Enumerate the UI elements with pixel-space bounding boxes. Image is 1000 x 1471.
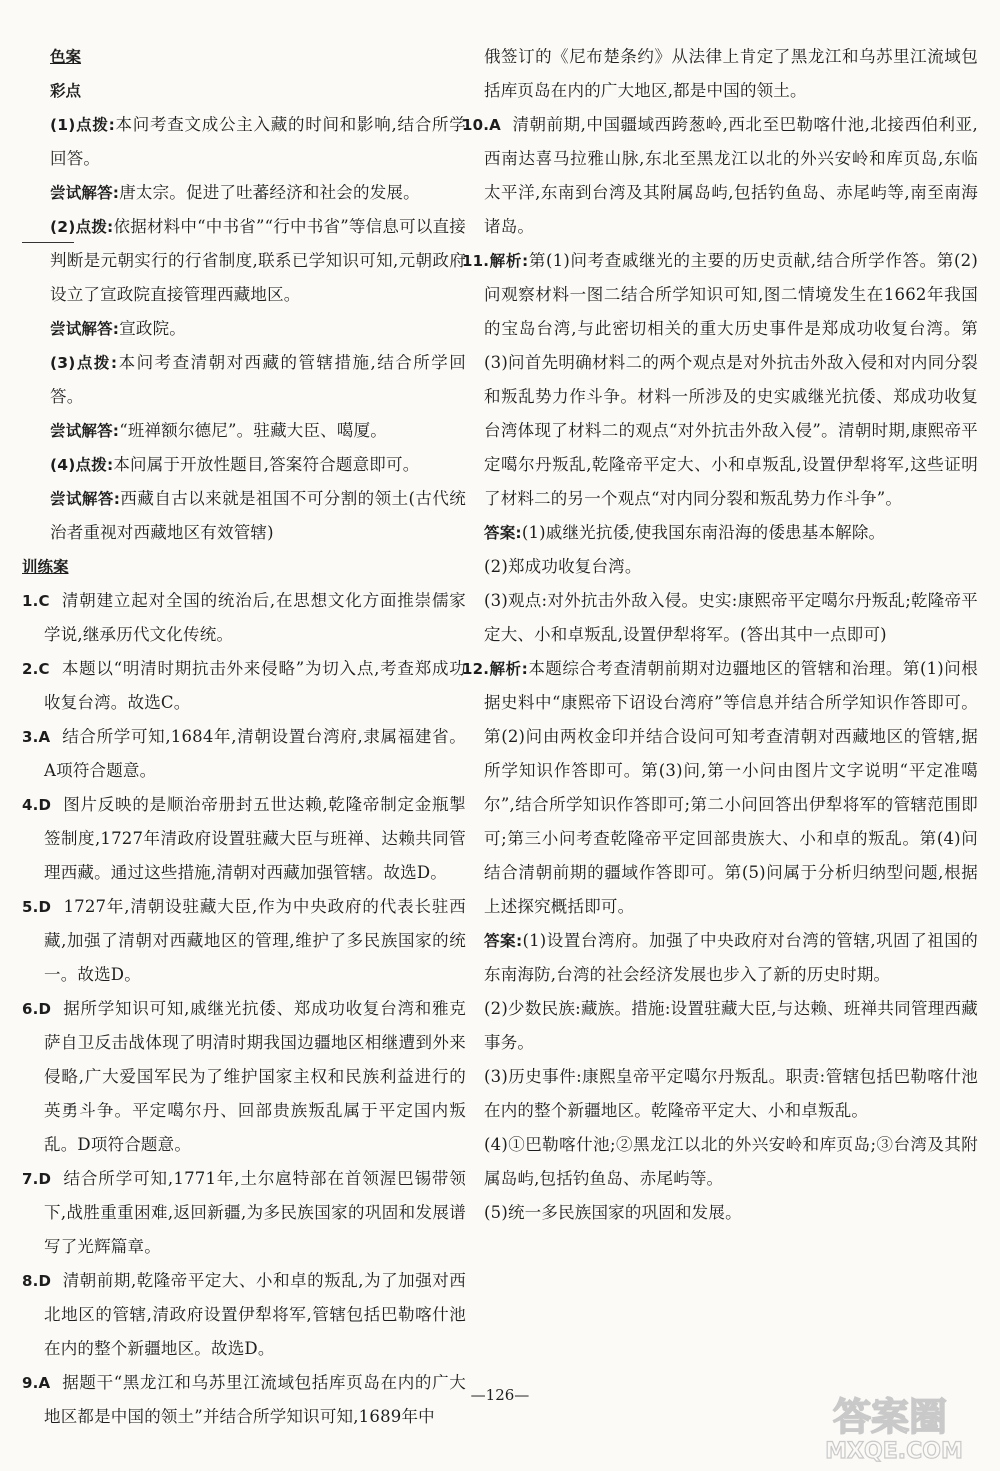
item-number: 7.D [22, 1170, 52, 1188]
item-text: 结合所学可知,1771年,土尔扈特部在首领渥巴锡带领下,战胜重重困难,返回新疆,为多民族国家的巩固和发展谱写了光辉篇章。 [44, 1169, 467, 1256]
item-text: 结合所学可知,1684年,清朝设置台湾府,隶属福建省。A项符合题意。 [44, 727, 466, 780]
hint-label: (1)点拨: [50, 116, 115, 134]
item-number: 6.D [22, 1000, 52, 1018]
watermark-logo [790, 1388, 990, 1464]
answer-item-4 [22, 788, 466, 890]
q3-hint [50, 346, 466, 414]
answer-text: 西藏自古以来就是祖国不可分割的领土(古代统治者重视对西藏地区有效管辖) [50, 489, 466, 542]
answer-item-6 [22, 992, 466, 1162]
item-text: 据所学知识可知,戚继光抗倭、郑成功收复台湾和雅克萨自卫反击战体现了明清时期我国边疆地区相继遭到外来侵略,广大爱国军民为了维护国家主权和民族利益进行的英勇斗争。平定噶尔丹、回部贵族叛乱属于平定国内叛乱。D项符合题意。 [44, 999, 467, 1154]
analysis-label: 解析: [489, 660, 528, 678]
item-text: 据题干“黑龙江和乌苏里江流域包括库页岛在内的广大地区都是中国的领土”并结合所学知识可知,1689年中 [44, 1373, 466, 1426]
item-number: 1.C [22, 592, 50, 610]
answer-item-3 [22, 720, 466, 788]
hint-text: 本问考查清朝对西藏的管辖措施,结合所学回答。 [50, 353, 467, 406]
item-12-answer-5: (5)统一多民族国家的巩固和发展。 [484, 1203, 742, 1222]
item-11-answer-2: (2)郑成功收复台湾。 [484, 557, 642, 576]
answer-item-8 [22, 1264, 466, 1366]
hint-label: (3)点拨: [50, 354, 118, 372]
q4-hint [50, 448, 466, 482]
answer-part: (1)设置台湾府。加强了中央政府对台湾的管辖,巩固了祖国的东南海防,台湾的社会经济发展也步入了新的历史时期。 [484, 931, 978, 984]
analysis-text: 第(1)问考查戚继光的主要的历史贡献,结合所学作答。第(2)问观察材料一图二结合所学知识可知,图二情境发生在1662年我国的宝岛台湾,与此密切相关的重大历史事件是郑成功收复台湾。第(3)问首先明确材料二的两个观点是对外抗击外敌入侵和对内同分裂和叛乱势力作斗争。材料一所涉及的史实戚继光抗倭、郑成功收复台湾体现了材料二的观点“对外抗击外敌入侵”。清朝时期,康熙帝平定噶尔丹叛乱,乾隆帝平定大、小和卓叛乱,设置伊犁将军,这些证明了材料二的另一个观点“对内同分裂和叛乱势力作斗争”。 [484, 251, 978, 508]
item-number: 3.A [22, 728, 51, 746]
item-text: 清朝建立起对全国的统治后,在思想文化方面推崇儒家学说,继承历代文化传统。 [44, 591, 466, 644]
answer-label: 尝试解答: [50, 422, 120, 440]
hint-label: (2)点拨: [50, 218, 114, 236]
answer-label: 尝试解答: [50, 184, 120, 202]
item-number: 2.C [22, 660, 50, 678]
item-12-answer-4: (4)①巴勒喀什池;②黑龙江以北的外兴安岭和库页岛;③台湾及其附属岛屿,包括钓鱼岛、赤尾屿等。 [484, 1135, 978, 1188]
q2-answer [50, 312, 466, 346]
q3-answer [50, 414, 466, 448]
left-column [22, 40, 466, 1434]
page-number: —126— [470, 1386, 530, 1404]
answer-text: 唐太宗。促进了吐蕃经济和社会的发展。 [119, 183, 420, 202]
analysis-label: 解析: [489, 252, 529, 270]
answer-text: “班禅额尔德尼”。驻藏大臣、噶厦。 [119, 421, 387, 440]
item-number: 8.D [22, 1272, 52, 1290]
answer-item-2 [22, 652, 466, 720]
answer-label: 答案: [484, 524, 522, 542]
answer-item-10 [462, 108, 978, 244]
section-heading-ketang: 色案 [50, 48, 82, 66]
margin-rule [22, 242, 74, 243]
item-text: 1727年,清朝设驻藏大臣,作为中央政府的代表长驻西藏,加强了清朝对西藏地区的管理,维护了多民族国家的统一。故选D。 [44, 897, 466, 984]
hint-text: 依据材料中“中书省”“行中书省”等信息可以直接判断是元朝实行的行省制度,联系已学知识可知,元朝政府设立了宣政院直接管理西藏地区。 [50, 217, 466, 304]
item-text: 本题以“明清时期抗击外来侵略”为切入点,考查郑成功收复台湾。故选C。 [44, 659, 466, 712]
q1-answer [50, 176, 466, 210]
hint-text: 本问属于开放性题目,答案符合题意即可。 [113, 455, 420, 474]
answer-label: 答案: [484, 932, 523, 950]
item-text: 清朝前期,乾隆帝平定大、小和卓的叛乱,为了加强对西北地区的管辖,清政府设置伊犁将军,管辖包括巴勒喀什池在内的整个新疆地区。故选D。 [44, 1271, 466, 1358]
item-11-answer-3: (3)观点:对外抗击外敌入侵。史实:康熙帝平定噶尔丹叛乱;乾隆帝平定大、小和卓叛乱,设置伊犁将军。(答出其中一点即可) [484, 591, 978, 644]
item-text: 图片反映的是顺治帝册封五世达赖,乾隆帝制定金瓶掣签制度,1727年清政府设置驻藏大臣与班禅、达赖共同管理西藏。通过这些措施,清朝对西藏加强管辖。故选D。 [44, 795, 467, 882]
watermark-main-text: 答案圈 [832, 1395, 948, 1439]
item-12-answer [462, 924, 978, 992]
item-number: 12. [462, 660, 490, 678]
q1-hint [50, 108, 466, 176]
answer-item-1 [22, 584, 466, 652]
section-heading-jiedian: 彩点 [50, 82, 82, 100]
right-column [462, 40, 978, 1230]
q2-hint [50, 210, 466, 312]
item-12-answer-2: (2)少数民族:藏族。措施:设置驻藏大臣,与达赖、班禅共同管理西藏事务。 [484, 999, 978, 1052]
item-11-answer [462, 516, 978, 550]
answer-item-12 [462, 652, 978, 924]
answer-item-5 [22, 890, 466, 992]
answer-label: 尝试解答: [50, 490, 121, 508]
answer-item-11 [462, 244, 978, 516]
hint-text: 本问考查文成公主入藏的时间和影响,结合所学回答。 [50, 115, 466, 168]
item-number: 10.A [462, 116, 501, 134]
item-text: 清朝前期,中国疆域西跨葱岭,西北至巴勒喀什池,北接西伯利亚,西南达喜马拉雅山脉,东北至黑龙江以北的外兴安岭和库页岛,东临太平洋,东南到台湾及其附属岛屿,包括钓鱼岛、赤尾屿等,南至南海诸岛。 [484, 115, 978, 236]
item-number: 11. [462, 252, 490, 270]
answer-text: 宣政院。 [119, 319, 187, 338]
item-12-answer-3: (3)历史事件:康熙皇帝平定噶尔丹叛乱。职责:管辖包括巴勒喀什池在内的整个新疆地区。乾隆帝平定大、小和卓叛乱。 [484, 1067, 978, 1120]
answer-item-7 [22, 1162, 466, 1264]
hint-label: (4)点拨: [50, 456, 114, 474]
answer-label: 尝试解答: [50, 320, 120, 338]
watermark-sub-text: MXQE.COM [825, 1439, 963, 1464]
analysis-text: 本题综合考查清朝前期对边疆地区的管辖和治理。第(1)问根据史料中“康熙帝下诏设台湾府”等信息并结合所学知识作答即可。第(2)问由两枚金印并结合设问可知考查清朝对西藏地区的管辖,据所学知识作答即可。第(3)问,第一小问由图片文字说明“平定准噶尔”,结合所学知识作答即可;第二小问回答出伊犁将军的管辖范围即可;第三小问考查乾隆帝平定回部贵族大、小和卓的叛乱。第(4)问结合清朝前期的疆域作答即可。第(5)问属于分析归纳型问题,根据上述探究概括即可。 [484, 659, 978, 916]
item-number: 9.A [22, 1374, 51, 1392]
item-number: 4.D [22, 796, 52, 814]
answer-part: (1)戚继光抗倭,使我国东南沿海的倭患基本解除。 [521, 523, 886, 542]
answer-item-9-continued: 俄签订的《尼布楚条约》从法律上肯定了黑龙江和乌苏里江流域包括库页岛在内的广大地区,都是中国的领土。 [484, 47, 978, 100]
q4-answer [50, 482, 466, 550]
item-number: 5.D [22, 898, 52, 916]
section-heading-xunlian: 训练案 [22, 558, 69, 576]
